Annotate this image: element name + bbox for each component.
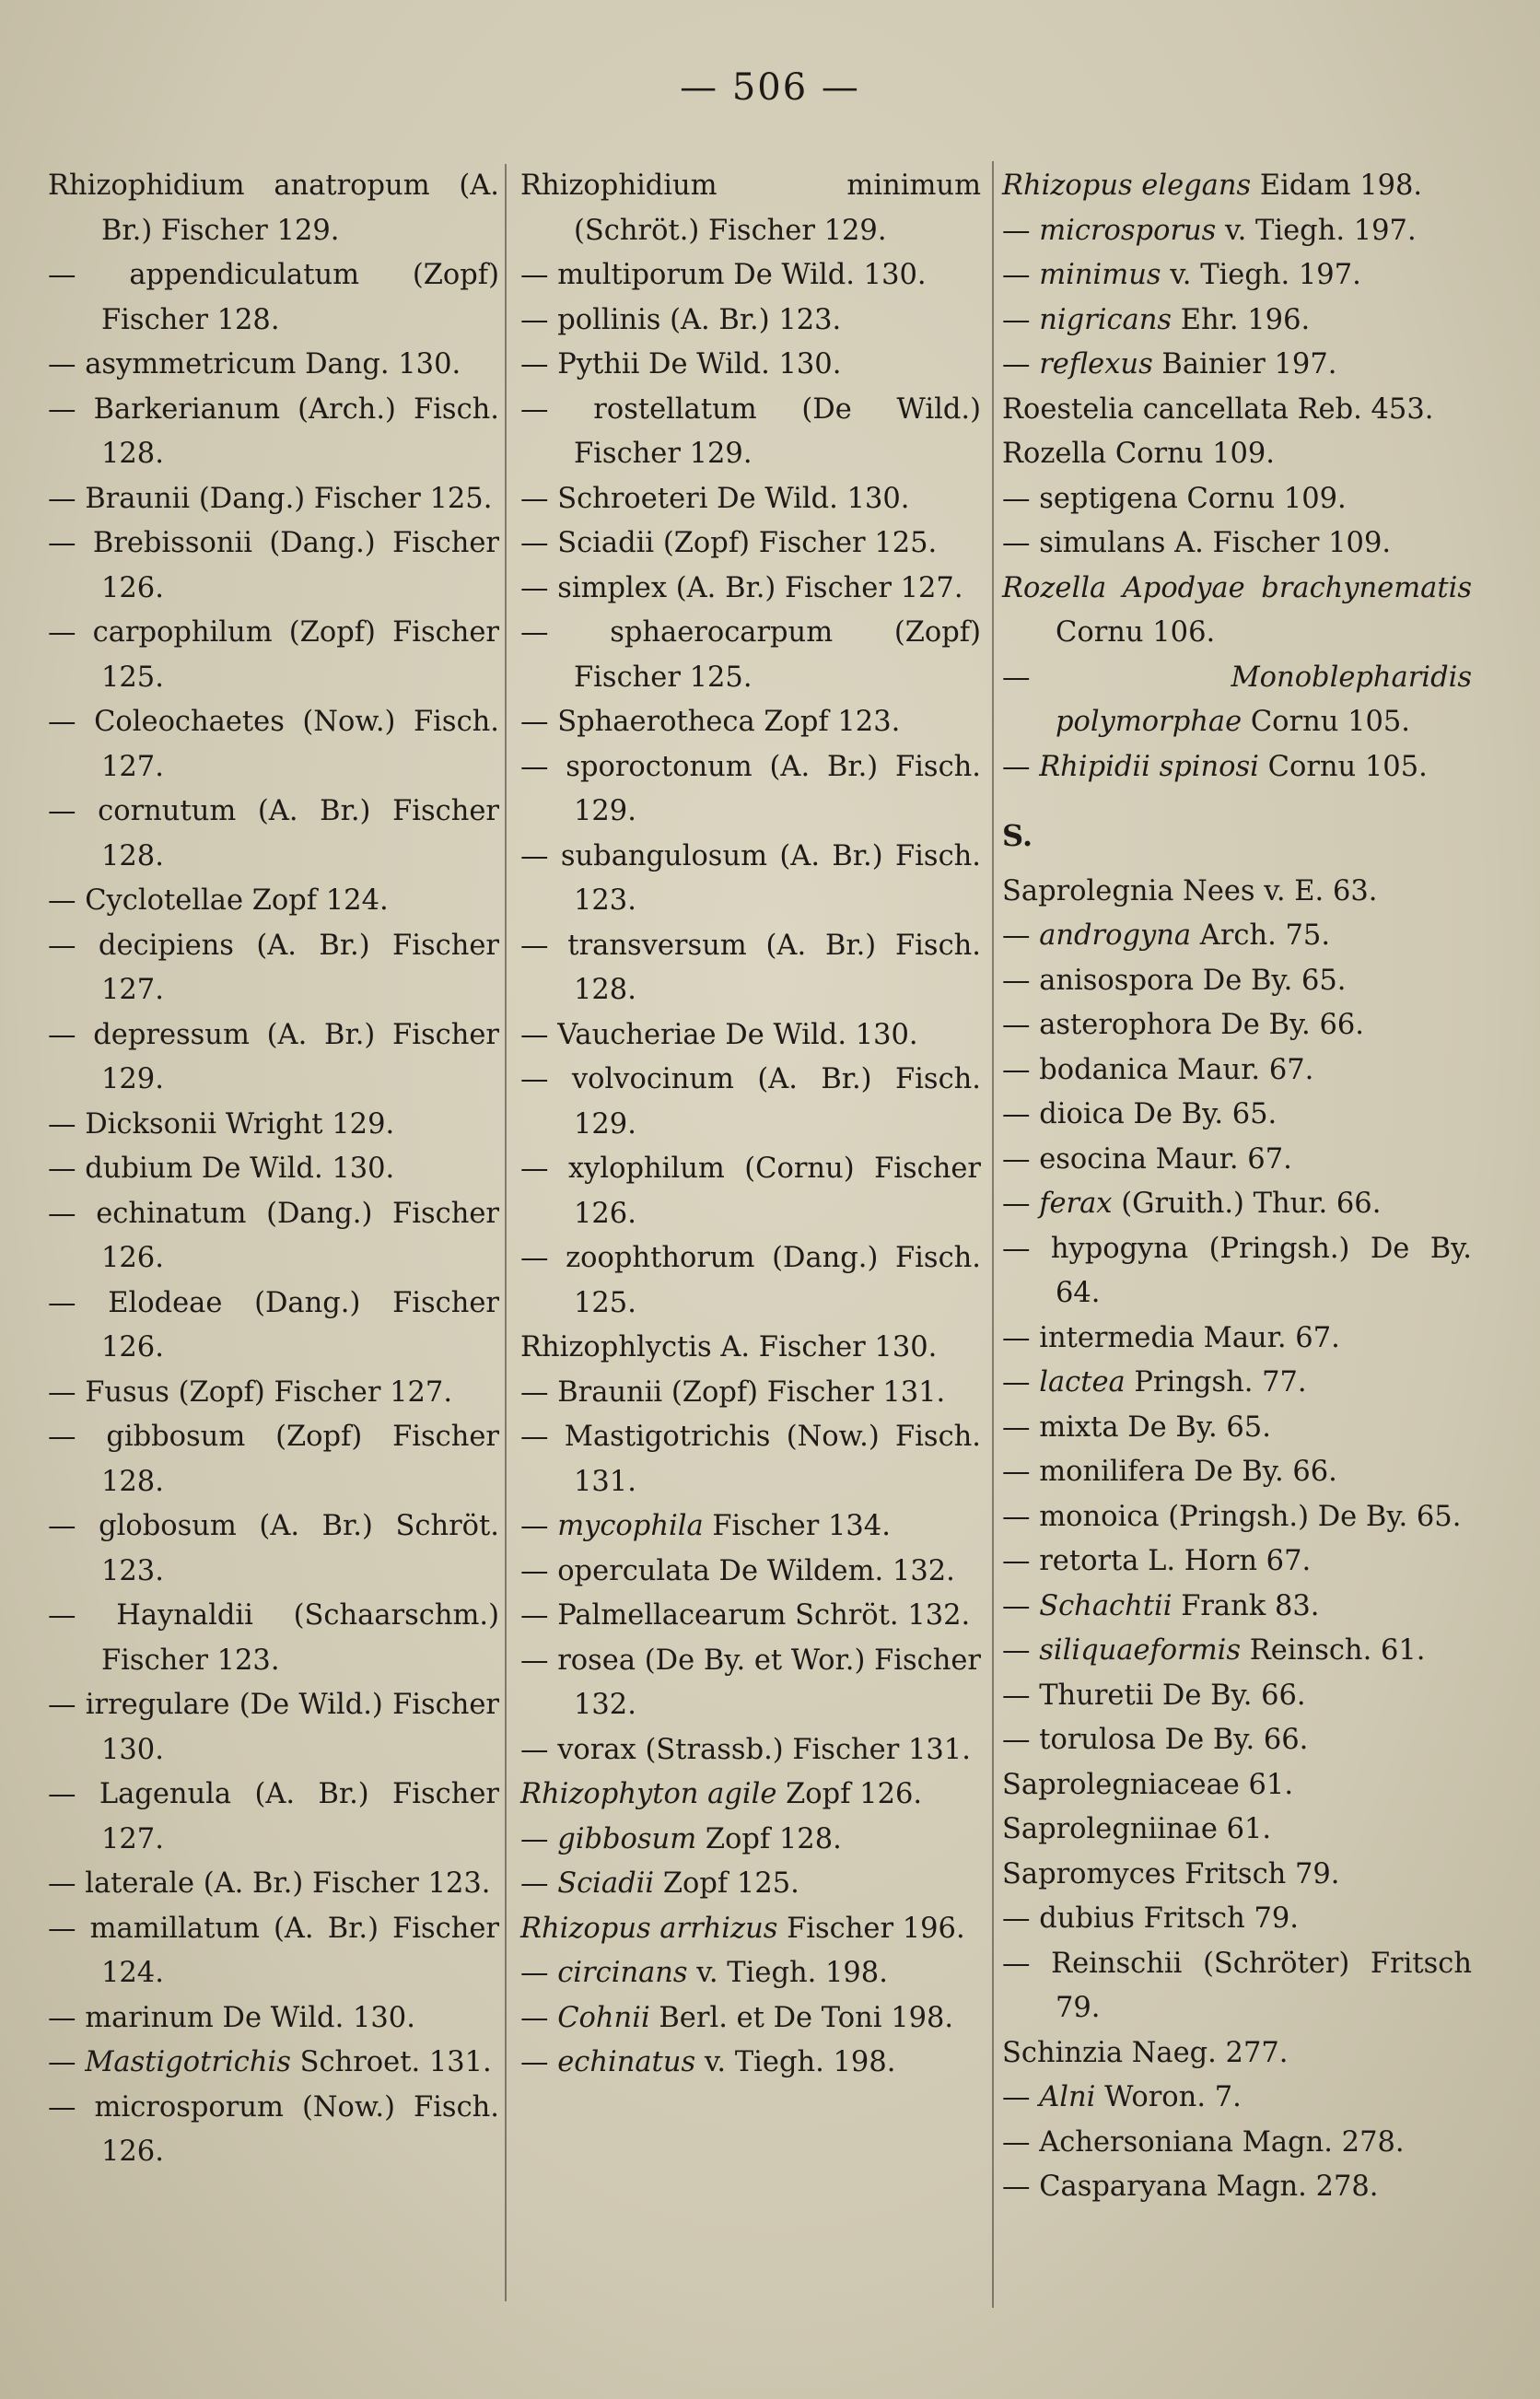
index-entry: [520, 1415, 981, 1504]
entry-text: — marinum De Wild. 130.: [48, 2001, 415, 2034]
index-entry: [48, 924, 499, 1013]
index-entry: [520, 1147, 981, 1236]
index-entry: [520, 477, 981, 522]
entry-text: — cornutum (A. Br.) Fischer 128.: [48, 795, 499, 872]
entry-text: Bainier 197.: [1152, 348, 1337, 380]
entry-text: — carpophilum (Zopf) Fischer 125.: [48, 616, 499, 694]
index-entry: [48, 164, 499, 253]
index-entry: [1002, 1674, 1472, 1719]
index-entry: [48, 1371, 499, 1416]
index-entry: [520, 1058, 981, 1147]
entry-text-italic: Alni: [1039, 2081, 1096, 2113]
page-number: — 506 —: [680, 66, 860, 109]
index-entry: [520, 521, 981, 567]
entry-text: — Barkerianum (Arch.) Fisch. 128.: [48, 392, 499, 470]
index-entry: [520, 1951, 981, 1996]
entry-text: — Vaucheriae De Wild. 130.: [520, 1018, 918, 1051]
index-entry: [520, 343, 981, 388]
entry-text: — vorax (Strassb.) Fischer 131.: [520, 1733, 971, 1766]
index-entry: [48, 1103, 499, 1148]
entry-text: Saprolegniinae 61.: [1002, 1813, 1272, 1845]
entry-text: Ehr. 196.: [1172, 303, 1311, 336]
entry-text: — xylophilum (Cornu) Fischer 126.: [520, 1153, 981, 1230]
entry-text: — torulosa De By. 66.: [1002, 1724, 1309, 1756]
entry-text: v. Tiegh. 198.: [687, 1957, 888, 1989]
entry-text-italic: siliquaeformis: [1039, 1634, 1242, 1667]
index-entry: [48, 1192, 499, 1281]
index-entry: [520, 567, 981, 612]
index-entry: [520, 1371, 981, 1416]
index-entry: [48, 1281, 499, 1371]
entry-text: —: [1002, 919, 1040, 952]
entry-text: Cornu 105.: [1242, 706, 1411, 738]
entry-text: — intermedia Maur. 67.: [1002, 1321, 1340, 1354]
entry-text-italic: Rhipidii spinosi: [1039, 750, 1259, 783]
index-entry: [520, 1996, 981, 2042]
index-entry: [1002, 1897, 1472, 1942]
entry-text: — dioica De By. 65.: [1002, 1098, 1278, 1130]
entry-text: Saprolegnia Nees v. E. 63.: [1002, 874, 1378, 907]
index-entry: [48, 790, 499, 879]
entry-text: — esocina Maur. 67.: [1002, 1142, 1292, 1176]
entry-text: — subangulosum (A. Br.) Fisch. 123.: [520, 839, 981, 917]
index-entry: [520, 1594, 981, 1639]
entry-text: — sphaerocarpum (Zopf) Fischer 125.: [520, 616, 981, 694]
entry-text: — rostellatum (De Wild.) Fischer 129.: [520, 392, 981, 470]
entry-text-italic: Cohnii: [557, 2001, 650, 2034]
entry-text: Saprolegniaceae 61.: [1002, 1768, 1294, 1801]
entry-text: —: [1002, 214, 1040, 247]
entry-text: Fischer 196.: [777, 1912, 965, 1945]
index-entry: [520, 298, 981, 344]
entry-text-italic: Mastigotrichis: [85, 2046, 291, 2078]
index-entry: [48, 1147, 499, 1192]
entry-text: Cornu 106.: [1056, 616, 1216, 649]
entry-text: —: [1002, 1634, 1040, 1667]
entry-text-italic: nigricans: [1039, 303, 1172, 336]
entry-text-italic: minimus: [1039, 259, 1161, 291]
entry-text-italic: Rhizophyton agile: [520, 1778, 777, 1810]
index-entry: [48, 2041, 499, 2086]
entry-text: (Gruith.) Thur. 66.: [1112, 1188, 1382, 1220]
entry-text: — Braunii (Dang.) Fischer 125.: [48, 482, 493, 515]
entry-text: — pollinis (A. Br.) 123.: [520, 303, 842, 336]
index-entry: [48, 879, 499, 924]
entry-text-italic: mycophila: [557, 1510, 704, 1542]
index-entry: [1002, 1495, 1472, 1540]
index-entry: [520, 1728, 981, 1773]
entry-text: — laterale (A. Br.) Fischer 123.: [48, 1867, 491, 1900]
entry-text-italic: Sciadii: [557, 1867, 655, 1900]
entry-text-italic: reflexus: [1039, 348, 1153, 380]
index-entry: [1002, 1718, 1472, 1763]
entry-text: S.: [1002, 818, 1033, 853]
index-entry: [1002, 656, 1472, 745]
column-divider-1: [505, 164, 507, 2301]
index-entry: [1002, 1138, 1472, 1183]
index-entry: [520, 253, 981, 298]
entry-text: —: [1002, 2081, 1040, 2113]
entry-text: — septigena Cornu 109.: [1002, 482, 1347, 515]
entry-text: — sporoctonum (A. Br.) Fisch. 129.: [520, 750, 981, 827]
index-entry: [1002, 432, 1472, 477]
index-column-3: [1002, 164, 1472, 2325]
index-entry: [1002, 1450, 1472, 1495]
entry-text: —: [1002, 1366, 1040, 1398]
entry-text-italic: androgyna: [1039, 919, 1192, 952]
entry-text: — mixta De By. 65.: [1002, 1410, 1271, 1444]
entry-text: — globosum (A. Br.) Schröt. 123.: [48, 1510, 499, 1587]
entry-text: Rhizophidium anatropum (A. Br.) Fischer 129.: [48, 170, 499, 247]
entry-text: — Schroeteri De Wild. 130.: [520, 482, 910, 515]
index-entry: [48, 521, 499, 611]
entry-text: v. Tiegh. 198.: [695, 2046, 896, 2078]
entry-text: — Haynaldii (Schaarschm.) Fischer 123.: [48, 1599, 499, 1677]
entry-text: — Dicksonii Wright 129.: [48, 1107, 395, 1141]
index-entry: [1002, 1629, 1472, 1674]
index-entry: [520, 924, 981, 1013]
entry-text: Schroet. 131.: [290, 2046, 492, 2078]
index-entry: [520, 1236, 981, 1326]
index-entry: [1002, 2031, 1472, 2077]
index-entry: [48, 700, 499, 790]
index-entry: [1002, 914, 1472, 959]
entry-text: — retorta L. Horn 67.: [1002, 1545, 1312, 1577]
index-entry: [1002, 1942, 1472, 2031]
entry-text: — Mastigotrichis (Now.) Fisch. 131.: [520, 1421, 981, 1498]
index-entry: [520, 835, 981, 924]
index-entry: [48, 1013, 499, 1103]
entry-text: — Pythii De Wild. 130.: [520, 348, 842, 380]
entry-text: — monilifera De By. 66.: [1002, 1456, 1337, 1488]
entry-text: — simulans A. Fischer 109.: [1002, 527, 1392, 559]
entry-text: Roestelia cancellata Reb. 453.: [1002, 392, 1434, 426]
index-entry: [1002, 1361, 1472, 1406]
entry-text: Rozella Cornu 109.: [1002, 438, 1276, 470]
index-entry: [1002, 2165, 1472, 2210]
index-entry: [48, 388, 499, 477]
entry-text: — rosea (De By. et Wor.) Fischer 132.: [520, 1644, 981, 1721]
index-entry: [48, 1907, 499, 1996]
index-entry: [48, 2086, 499, 2175]
index-entry: [1002, 2076, 1472, 2121]
index-entry: [1002, 870, 1472, 915]
entry-text: —: [520, 1867, 558, 1900]
index-entry: [1002, 959, 1472, 1004]
entry-text: — multiporum De Wild. 130.: [520, 259, 927, 291]
index-entry: [520, 611, 981, 700]
entry-text-italic: Schachtii: [1039, 1589, 1172, 1622]
entry-text-italic: Rhizopus arrhizus: [520, 1912, 778, 1945]
index-entry: [1002, 1227, 1472, 1317]
entry-text: Berl. et De Toni 198.: [649, 2001, 954, 2034]
entry-text: — Reinschii (Schröter) Fritsch 79.: [1002, 1947, 1472, 2024]
entry-text: v. Tiegh. 197.: [1161, 259, 1361, 291]
index-entry: [1002, 1853, 1472, 1898]
index-entry: [520, 164, 981, 253]
index-entry: [1002, 164, 1472, 209]
entry-text: Schinzia Naeg. 277.: [1002, 2036, 1289, 2069]
entry-text: Rhizophidium minimum (Schröt.) Fischer 129.: [520, 170, 981, 247]
entry-text: — Brebissonii (Dang.) Fischer 126.: [48, 527, 499, 604]
entry-text: — Fusus (Zopf) Fischer 127.: [48, 1375, 453, 1409]
entry-text: — Sciadii (Zopf) Fischer 125.: [520, 527, 938, 559]
index-entry: [1002, 343, 1472, 388]
entry-text: — appendiculatum (Zopf) Fischer 128.: [48, 259, 499, 336]
entry-text: — microsporum (Now.) Fisch. 126.: [48, 2090, 499, 2168]
entry-text: — transversum (A. Br.) Fisch. 128.: [520, 929, 981, 1006]
entry-text-italic: Rhizopus elegans: [1002, 170, 1252, 202]
index-entry: [1002, 521, 1472, 567]
index-entry: [520, 1326, 981, 1371]
entry-text-italic: ferax: [1039, 1188, 1113, 1220]
entry-text: —: [520, 1822, 558, 1855]
entry-text: — Cyclotellae Zopf 124.: [48, 884, 389, 917]
index-entry: [48, 1683, 499, 1773]
index-entry: [520, 700, 981, 745]
entry-text: — Coleochaetes (Now.) Fisch. 127.: [48, 706, 499, 783]
entry-text: —: [520, 2046, 558, 2078]
index-entry: [520, 1013, 981, 1059]
index-entry: [520, 1550, 981, 1595]
entry-text: — hypogyna (Pringsh.) De By. 64.: [1002, 1232, 1472, 1309]
entry-text: —: [1002, 1589, 1040, 1622]
entry-text-italic: circinans: [557, 1957, 688, 1989]
entry-text: Woron. 7.: [1095, 2081, 1242, 2113]
entry-text: — depressum (A. Br.) Fischer 129.: [48, 1018, 499, 1095]
entry-text: — Braunii (Zopf) Fischer 131.: [520, 1375, 946, 1409]
index-entry: [48, 1773, 499, 1862]
index-entry: [520, 1773, 981, 1818]
entry-text: Zopf 128.: [696, 1822, 842, 1855]
entry-text: —: [1002, 750, 1040, 783]
entry-text: — decipiens (A. Br.) Fischer 127.: [48, 929, 499, 1006]
index-column-2: [520, 164, 981, 2325]
entry-text: —: [1002, 259, 1040, 291]
index-entry: [1002, 745, 1472, 790]
entry-text: — monoica (Pringsh.) De By. 65.: [1002, 1500, 1462, 1533]
index-entry: [48, 1504, 499, 1594]
entry-text: —: [1002, 303, 1040, 336]
index-entry: [48, 1415, 499, 1504]
index-entry: [1002, 1763, 1472, 1808]
entry-text: — gibbosum (Zopf) Fischer 128.: [48, 1421, 499, 1498]
index-entry: [48, 343, 499, 388]
entry-text: —: [1002, 661, 1231, 694]
index-entry: [1002, 1539, 1472, 1585]
entry-text: Rhizophlyctis A. Fischer 130.: [520, 1331, 938, 1363]
entry-text: —: [1002, 348, 1040, 380]
entry-text: — mamillatum (A. Br.) Fischer 124.: [48, 1912, 499, 1989]
index-entry: [1002, 1003, 1472, 1048]
entry-text: — asterophora De By. 66.: [1002, 1009, 1364, 1041]
entry-text: Arch. 75.: [1191, 919, 1331, 952]
column-divider-2: [992, 161, 994, 2308]
entry-text-italic: gibbosum: [557, 1822, 697, 1855]
section-heading: [1002, 813, 1472, 859]
entry-text: Sapromyces Fritsch 79.: [1002, 1857, 1340, 1890]
entry-text: — Elodeae (Dang.) Fischer 126.: [48, 1286, 499, 1363]
entry-text: Zopf 126.: [776, 1778, 923, 1810]
entry-text-italic: microsporus: [1039, 214, 1217, 247]
entry-text: — Thuretii De By. 66.: [1002, 1679, 1306, 1712]
entry-text: — Lagenula (A. Br.) Fischer 127.: [48, 1778, 499, 1855]
entry-text: — Palmellacearum Schröt. 132.: [520, 1599, 971, 1632]
index-entry: [1002, 1317, 1472, 1362]
index-column-1: [48, 164, 499, 2325]
entry-text: — dubium De Wild. 130.: [48, 1153, 395, 1185]
entry-text: — bodanica Maur. 67.: [1002, 1053, 1314, 1086]
entry-text: Cornu 105.: [1258, 750, 1428, 783]
entry-text: Zopf 125.: [654, 1867, 799, 1900]
index-entry: [1002, 1182, 1472, 1227]
entry-text: — Sphaerotheca Zopf 123.: [520, 706, 901, 738]
entry-text: —: [520, 2001, 558, 2034]
index-entry: [48, 477, 499, 522]
entry-text: —: [520, 1510, 558, 1542]
index-entry: [1002, 567, 1472, 656]
index-entry: [520, 1862, 981, 1907]
index-entry: [1002, 1093, 1472, 1138]
entry-text: — dubius Fritsch 79.: [1002, 1902, 1299, 1935]
index-entry: [520, 2041, 981, 2086]
entry-text: Eidam 198.: [1251, 170, 1423, 202]
entry-text: — irregulare (De Wild.) Fischer 130.: [48, 1689, 499, 1766]
index-entry: [520, 745, 981, 835]
entry-text: — operculata De Wildem. 132.: [520, 1554, 955, 1587]
index-entry: [520, 1818, 981, 1863]
index-entry: [1002, 1048, 1472, 1094]
index-entry: [520, 1907, 981, 1952]
entry-text: Fischer 134.: [703, 1510, 891, 1542]
index-entry: [48, 253, 499, 343]
index-entry: [1002, 1585, 1472, 1630]
index-entry: [1002, 298, 1472, 344]
index-entry: [48, 611, 499, 700]
index-entry: [1002, 253, 1472, 298]
index-entry: [48, 1996, 499, 2042]
index-entry: [520, 388, 981, 477]
index-entry: [520, 1504, 981, 1550]
index-entry: [1002, 209, 1472, 254]
entry-text: — volvocinum (A. Br.) Fisch. 129.: [520, 1063, 981, 1141]
index-entry: [1002, 1808, 1472, 1853]
entry-text: — Casparyana Magn. 278.: [1002, 2171, 1379, 2203]
entry-text: v. Tiegh. 197.: [1216, 214, 1417, 247]
entry-text: —: [48, 2046, 86, 2078]
entry-text-italic: Rozella Apodyae brachynematis: [1002, 571, 1472, 604]
index-entry: [1002, 1406, 1472, 1451]
entry-text: Frank 83.: [1172, 1589, 1320, 1622]
entry-text-italic: Monoblepharidis polymorphae: [1056, 661, 1472, 738]
index-entry: [1002, 2121, 1472, 2166]
entry-text: — simplex (A. Br.) Fischer 127.: [520, 571, 963, 604]
entry-text: —: [1002, 1188, 1040, 1220]
entry-text: —: [520, 1957, 558, 1989]
entry-text: — Achersoniana Magn. 278.: [1002, 2125, 1405, 2159]
index-entry: [1002, 388, 1472, 433]
entry-text: — zoophthorum (Dang.) Fisch. 125.: [520, 1242, 981, 1319]
index-entry: [1002, 477, 1472, 522]
entry-text: Reinsch. 61.: [1241, 1634, 1426, 1667]
entry-text: — asymmetricum Dang. 130.: [48, 348, 461, 380]
index-entry: [48, 1862, 499, 1907]
index-entry: [520, 1639, 981, 1728]
index-entry: [48, 1594, 499, 1683]
entry-text: — anisospora De By. 65.: [1002, 964, 1347, 997]
entry-text-italic: echinatus: [557, 2046, 696, 2078]
entry-text: — echinatum (Dang.) Fischer 126.: [48, 1197, 499, 1274]
entry-text-italic: lactea: [1039, 1366, 1126, 1398]
entry-text: Pringsh. 77.: [1125, 1366, 1307, 1398]
